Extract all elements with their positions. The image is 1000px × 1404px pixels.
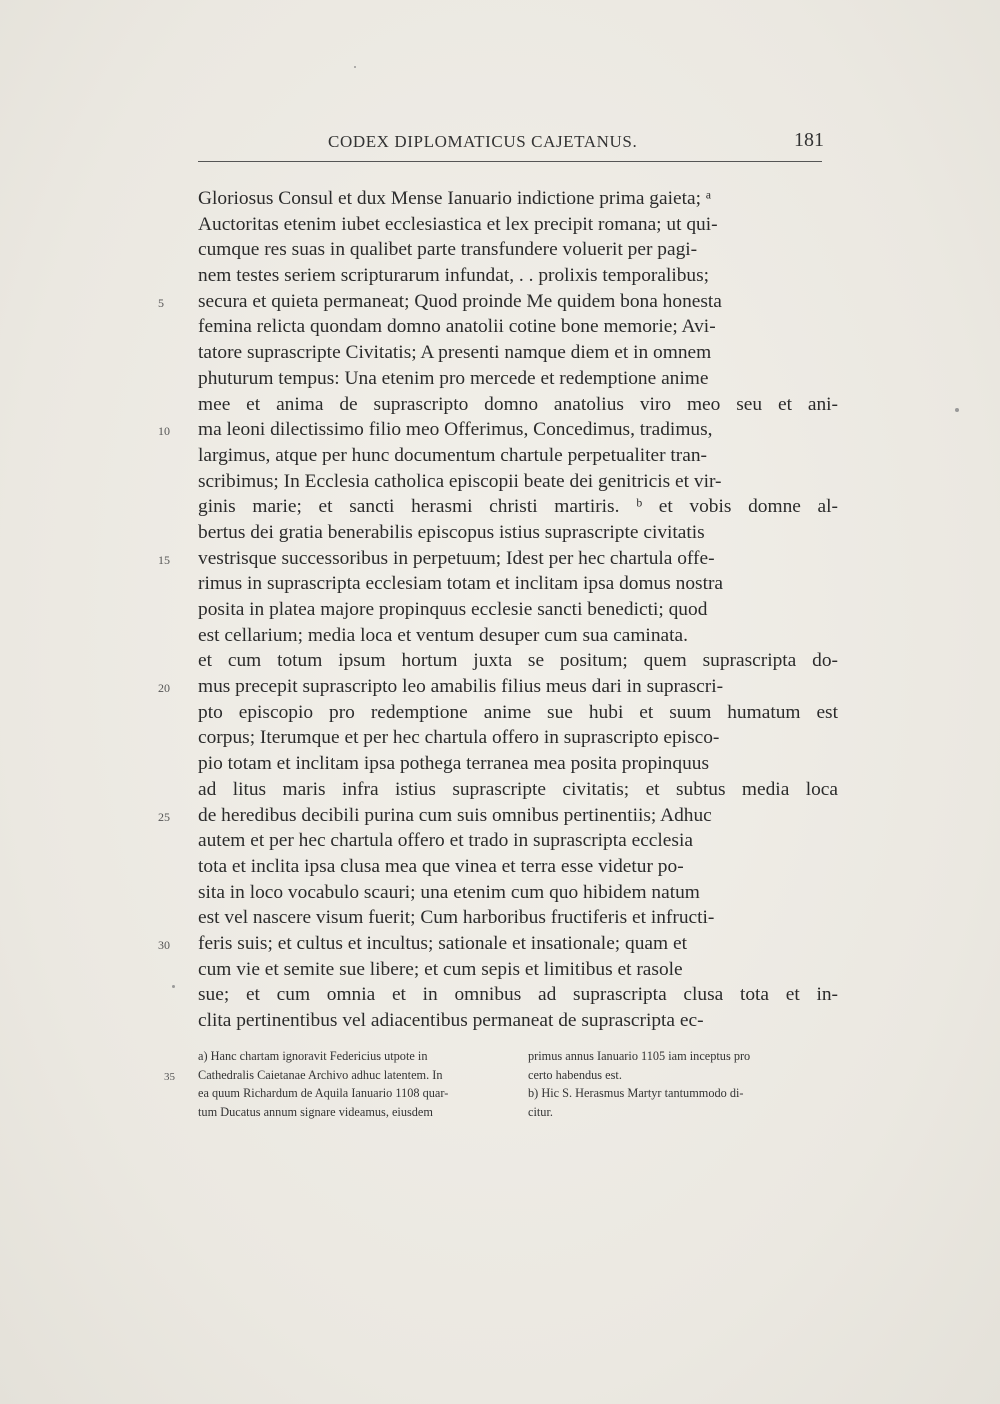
text-line xyxy=(198,469,838,495)
running-title: CODEX DIPLOMATICUS CAJETANUS. xyxy=(328,132,638,151)
line-text: et cum totum ipsum hortum juxta se positum; quem suprascripta do- xyxy=(198,650,838,672)
line-text: pio totam et inclitam ipsa pothega terranea mea posita propinquus xyxy=(198,753,710,775)
footnote-line xyxy=(164,1066,508,1085)
line-text: pto episcopio pro redemptione anime sue hubi et suum humatum est xyxy=(198,701,838,723)
line-text: posita in platea majore propinquus ecclesie sancti benedicti; quod xyxy=(198,599,708,620)
footnote-line xyxy=(198,1103,508,1122)
line-text: sue; et cum omnia et in omnibus ad suprascripta clusa tota et in- xyxy=(198,984,838,1006)
line-text: bertus dei gratia benerabilis episcopus istius suprascripte civitatis xyxy=(198,521,705,543)
line-text: rimus in suprascripta ecclesiam totam et inclitam ipsa domus nostra xyxy=(198,573,724,595)
text-line xyxy=(198,905,838,931)
page-number: 181 xyxy=(794,129,824,151)
text-line xyxy=(198,1008,838,1034)
text-line xyxy=(198,700,838,726)
footnotes xyxy=(164,1047,838,1137)
line-text: clita pertinentibus vel adiacentibus permaneat de suprascripta ec- xyxy=(198,1010,704,1031)
text-line xyxy=(198,212,838,238)
line-number: 10 xyxy=(158,424,170,439)
text-line xyxy=(198,828,838,854)
text-line xyxy=(198,263,838,289)
line-text: mee et anima de suprascripto domno anatolius viro meo seu et ani- xyxy=(198,393,838,415)
line-text: Cathedralis Caietanae Archivo adhuc latentem. In xyxy=(198,1067,443,1082)
charter-text xyxy=(158,186,838,1034)
line-number: 25 xyxy=(158,809,170,824)
line-text: ad litus maris infra istius suprascripte civitatis; et subtus media loca xyxy=(198,778,838,800)
text-line xyxy=(198,186,838,212)
line-text: vestrisque successoribus in perpetuum; Idest per hec chartula offe- xyxy=(198,547,715,569)
text-line xyxy=(158,417,838,443)
text-line xyxy=(198,494,838,520)
line-number: 35 xyxy=(164,1070,175,1083)
line-text: scribimus; In Ecclesia catholica episcopii beate dei genitricis et vir- xyxy=(198,470,722,492)
line-text: citur. xyxy=(528,1104,553,1119)
text-line xyxy=(198,751,838,777)
line-text: secura et quieta permaneat; Quod proinde Me quidem bona honesta xyxy=(198,290,722,312)
footnotes-left-column xyxy=(164,1047,508,1121)
text-line xyxy=(198,392,838,418)
line-text: femina relicta quondam domno anatolii cotine bone memorie; Avi- xyxy=(198,316,716,338)
line-text: largimus, atque per hunc documentum chartule perpetualiter tran- xyxy=(198,444,707,466)
text-line xyxy=(198,366,838,392)
line-text: ginis marie; et sancti herasmi christi martiris. ᵇ et vobis domne al- xyxy=(198,496,838,518)
line-text: cum vie et semite sue libere; et cum sepis et limitibus et rasole xyxy=(198,958,683,980)
text-line xyxy=(198,854,838,880)
line-text: primus annus Ianuario 1105 iam inceptus pro xyxy=(528,1049,751,1063)
line-text: phuturum tempus: Una etenim pro mercede et redemptione anime xyxy=(198,367,709,389)
text-line xyxy=(198,982,838,1008)
text-line xyxy=(158,546,838,572)
line-number: 5 xyxy=(158,295,164,310)
line-text: Gloriosus Consul et dux Mense Ianuario indictione prima gaieta; ᵃ xyxy=(198,188,712,209)
line-text: ma leoni dilectissimo filio meo Offerimus, Concedimus, tradimus, xyxy=(198,419,713,441)
text-line xyxy=(198,340,838,366)
text-line xyxy=(198,777,838,803)
footnote-line xyxy=(528,1047,838,1066)
footnotes-right-column xyxy=(528,1047,838,1121)
line-text: autem et per hec chartula offero et trado in suprascripta ecclesia xyxy=(198,830,693,852)
text-line xyxy=(198,957,838,983)
line-text: b) Hic S. Herasmus Martyr tantummodo di- xyxy=(528,1086,744,1100)
text-line xyxy=(198,237,838,263)
line-text: feris suis; et cultus et incultus; sationale et insationale; quam et xyxy=(198,932,687,954)
scan-speck xyxy=(354,66,356,68)
line-text: sita in loco vocabulo scauri; una etenim cum quo hibidem natum xyxy=(198,881,700,903)
text-line xyxy=(198,597,838,623)
scan-speck xyxy=(955,408,959,412)
line-text: tota et inclita ipsa clusa mea que vinea et terra esse videtur po- xyxy=(198,855,684,877)
text-line xyxy=(198,648,838,674)
line-text: est cellarium; media loca et ventum desuper cum sua caminata. xyxy=(198,624,688,646)
text-line xyxy=(198,443,838,469)
line-text: ea quum Richardum de Aquila Ianuario 1108 quar- xyxy=(198,1086,449,1100)
line-text: tum Ducatus annum signare videamus, eiusdem xyxy=(198,1104,433,1119)
line-text: mus precepit suprascripto leo amabilis filius meus dari in suprascri- xyxy=(198,676,724,698)
line-text: de heredibus decibili purina cum suis omnibus pertinentiis; Adhuc xyxy=(198,804,712,826)
line-number: 20 xyxy=(158,681,170,696)
text-line xyxy=(158,674,838,700)
line-text: cumque res suas in qualibet parte transfundere voluerit per pagi- xyxy=(198,239,698,261)
text-line xyxy=(198,314,838,340)
line-text: tatore suprascripte Civitatis; A presenti namque diem et in omnem xyxy=(198,342,712,364)
line-text: certo habendus est. xyxy=(528,1067,622,1082)
line-text: est vel nascere visum fuerit; Cum harboribus fructiferis et infructi- xyxy=(198,907,715,929)
scan-speck xyxy=(172,985,175,988)
line-number: 15 xyxy=(158,552,170,567)
text-line xyxy=(158,931,838,957)
text-line xyxy=(198,880,838,906)
text-line xyxy=(198,571,838,597)
text-line xyxy=(158,803,838,829)
footnote-line xyxy=(528,1103,838,1122)
page-header xyxy=(198,129,838,156)
header-rule xyxy=(198,161,822,162)
footnote-line xyxy=(198,1084,508,1103)
text-line xyxy=(198,725,838,751)
footnote-line xyxy=(528,1066,838,1085)
text-line xyxy=(158,289,838,315)
line-text: nem testes seriem scripturarum infundat, . . prolixis temporalibus; xyxy=(198,265,710,287)
text-line xyxy=(198,520,838,546)
line-text: corpus; Iterumque et per hec chartula offero in suprascripto episco- xyxy=(198,727,720,749)
footnote-line xyxy=(198,1047,508,1066)
line-text: a) Hanc chartam ignoravit Federicius utpote in xyxy=(198,1049,428,1063)
line-number: 30 xyxy=(158,937,170,952)
footnote-line xyxy=(528,1084,838,1103)
line-text: Auctoritas etenim iubet ecclesiastica et lex precipit romana; ut qui- xyxy=(198,213,718,235)
text-line xyxy=(198,623,838,649)
